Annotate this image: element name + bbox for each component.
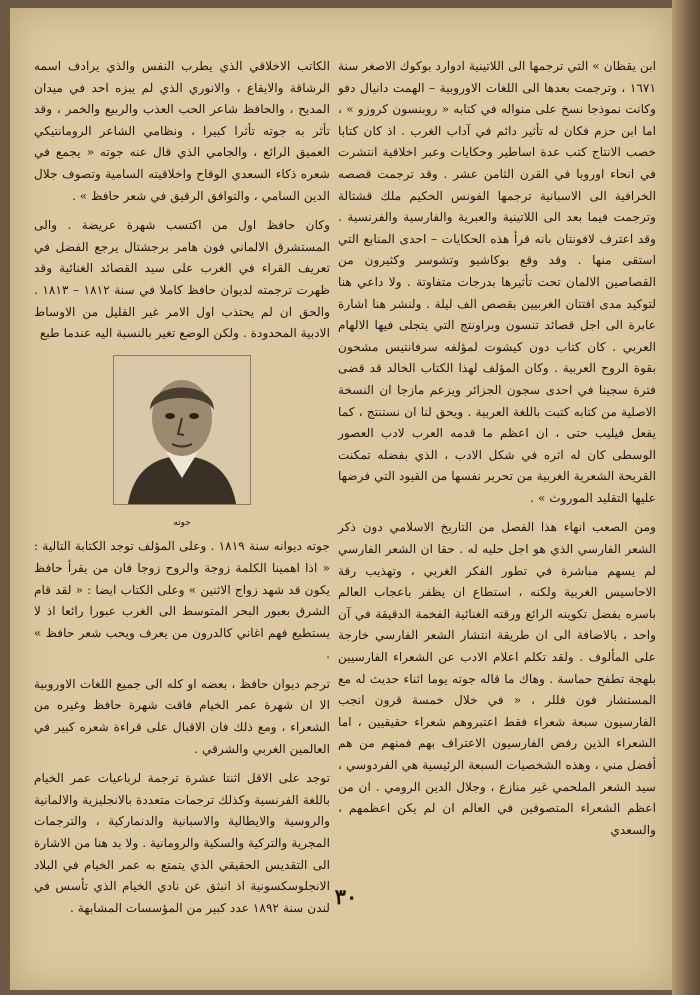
paragraph: ومن الصعب انهاء هذا الفصل من التاريخ الاسلامي دون ذكر الشعر الفارسي الذي هو اجل حليه له . حقا ان الشعر الفارسي لم يسهم مباشرة في تطور الفكر الغربي ، وتهذيب رقة الاحاسيس الغربية ولكنه ، استطاع ان يظفر باعجاب العالم باسره بفضل تكوينه الرائع ورقته الغنائية الفخمة الدقيقة في آن واحد ، بالاضافة الى ان طريقة انتشار الشعر الفارسي خارجة على المألوف . ولقد تكلم اعلام الادب عن الشعراء الفارسيين بلهجة تطفح حماسة . وهاك ما قاله جوته يوما اثناء حديث له مع المستشار فون فللر ، « في خلال خمسة قرون انجب الفارسيون سبعة شعراء فقط اعتبروهم شعراء حقيقيين ، اما الشعراء الذين رفض الفارسيون الاعتراف بهم فمنهم من هم أفضل مني ، وهذه الشخصيات السبعة الرئيسية هي الفردوسي ، سيد الشعر الملحمي غير منازع ، وجلال الدين الرومي . ان من اعظم الشعراء المتصوفين في العالم ان لم يكن اعظمهم ، والسعدي bbox=[338, 520, 656, 837]
portrait-illustration bbox=[114, 356, 250, 504]
paragraph: ابن يقظان » التي ترجمها الى اللاتينية ادوارد بوكوك الاصغر سنة ١٦٧١ ، وترجمت بعدها الى اللغات الاوروبية – الهمت دانيال دفو وكانت نموذجا نسخ على منواله في كتابه « روبنسون كروزو » ، اما ابن حزم فكان له تأثير دائم في آداب الغرب . اذ كان كتابا خصب الانتاج كتب عدة اساطير وحكايات وعبر اخلاقية انتشرت في انحاء اوروبا في القرن الثامن عشر . وقد ترجمت قصصه الخرافية الى الاسبانية ترجمها الفونس الحكيم ملك قشتالة وترجمت فيما بعد الى اللاتينية والعبرية والفارسية والفرنسية . وقد اعترف لافونتان بانه قرأ هذه الحكايات – احدى المنابع التي استقى منها . وقد وقع بوكاشيو وتشوسر وكثيرون من القصاصين الالمان تحت تأثيرها بدرجات متفاوتة . ولا داعي هنا لتوكيد مدى افتتان الغربيين بقصص الف ليلة . ولنشر هنا اشارة عابرة الى اجل قصائد تنسون وبراونتج التي يتجلى فيها الالهام العربي . كان كتاب دون كيشوت لمؤلفه سرفانتيس مشحون بقوة الروح العربية . وكان المؤلف لهذا الكتاب الخالد قد قضى فترة سجينا في احدى سجون الجزائر ويزعم مازجا ان النسخة الاصلية من كتابه كتبت باللغة العربية . ويحق لنا ان نستنتج ، كما يفعل فيليب حتى ، ان اعظم ما قدمه العرب لادب العصور الوسطى كان له اثره في شكل الادب ، الذي بفضله تمكنت القريحة الشعرية الغربية من تحرير نفسها من القيود التي فرضها عليها التقليد الموروث » . bbox=[338, 59, 656, 505]
paragraph: توجد على الاقل اثنتا عشرة ترجمة لرباعيات عمر الخيام باللغة الفرنسية وكذلك ترجمات متعددة بالانجليزية والالمانية والروسية والايطالية والاسبانية والدنماركية ، والترجمات المجرية والتركية والسكية والرومانية . ولا بد هنا من الاشارة الى التقديس الحقيقي الذي يتمتع به عمر الخيام في البلاد الانجلوسكسونية اذ انبثق عن نادي الخيام الذي تأسس في لندن سنة ١٨٩٢ عدد كبير من المؤسسات المشابهة . bbox=[34, 771, 330, 915]
portrait-figure bbox=[34, 355, 330, 513]
paragraph: جوته ديوانه سنة ١٨١٩ . وعلى المؤلف توجد الكتابة التالية : « اذا اهمينا الكلمة زوجة والروح زوجا فان من يقرأ حافظ يكون قد شهد زواج الاثنين » وعلى الكتاب ايضا : « لقد قام الشرق بعبور البحر المتوسط الى الغرب عبورا رائعا اذ لا يستطيع فهم اغاني كالدرون من يعرف ويحب شعر حافظ » . bbox=[34, 539, 330, 662]
left-column bbox=[34, 56, 330, 927]
document-page bbox=[10, 8, 672, 990]
paragraph: وكان حافظ اول من اكتسب شهرة عريضة . والى المستشرق الالماني فون هامر برجشتال يرجع الفضل في تعريف القراء في الغرب على سيد القصائد الغنائية وقد ظهرت ترجمته لديوان حافظ كاملا في سنة ١٨١٢ – ١٨١٣ . والحق ان لم يحتذب اول الامر غير القليل من الاوساط الادبية المحدودة . ولكن الوضع تغير بالنسبة اليه عندما طبع bbox=[34, 218, 331, 341]
right-column bbox=[338, 56, 656, 849]
paragraph: الكاتب الاخلاقي الذي يطرب النفس والذي يرادف اسمه الرشاقة والايقاع ، والانوري الذي لم يبزه احد في ميدان المديح ، والحافظ شاعر الحب العذب والربيع والخمر ، وقد تأثر به جوته تأثرا كبيرا ، ونظامي الشاعر الرومانتيكي العميق الرائع ، والجامي الذي قال عنه جوته « يجمع في شعره ذكاء السعدي الوقاح واخلاقيته السامية وتصوف جلال الدين السامي ، والتوافق الرقيق في شعر حافظ » . bbox=[34, 59, 330, 203]
portrait-caption: جوته bbox=[173, 518, 191, 529]
goethe-portrait-image bbox=[113, 355, 251, 505]
page-number: ٣٠ bbox=[334, 884, 358, 909]
paragraph: ترجم ديوان حافظ ، بعضه او كله الى جميع اللغات الاوروبية الا ان شهرة عمر الخيام فاقت شهرة حافظ وغيره من الشعراء ، ومع ذلك فان الاقبال على قراءة شعره كبير في العالمين الغربي والشرقي . bbox=[34, 676, 330, 756]
book-edge bbox=[672, 0, 700, 995]
